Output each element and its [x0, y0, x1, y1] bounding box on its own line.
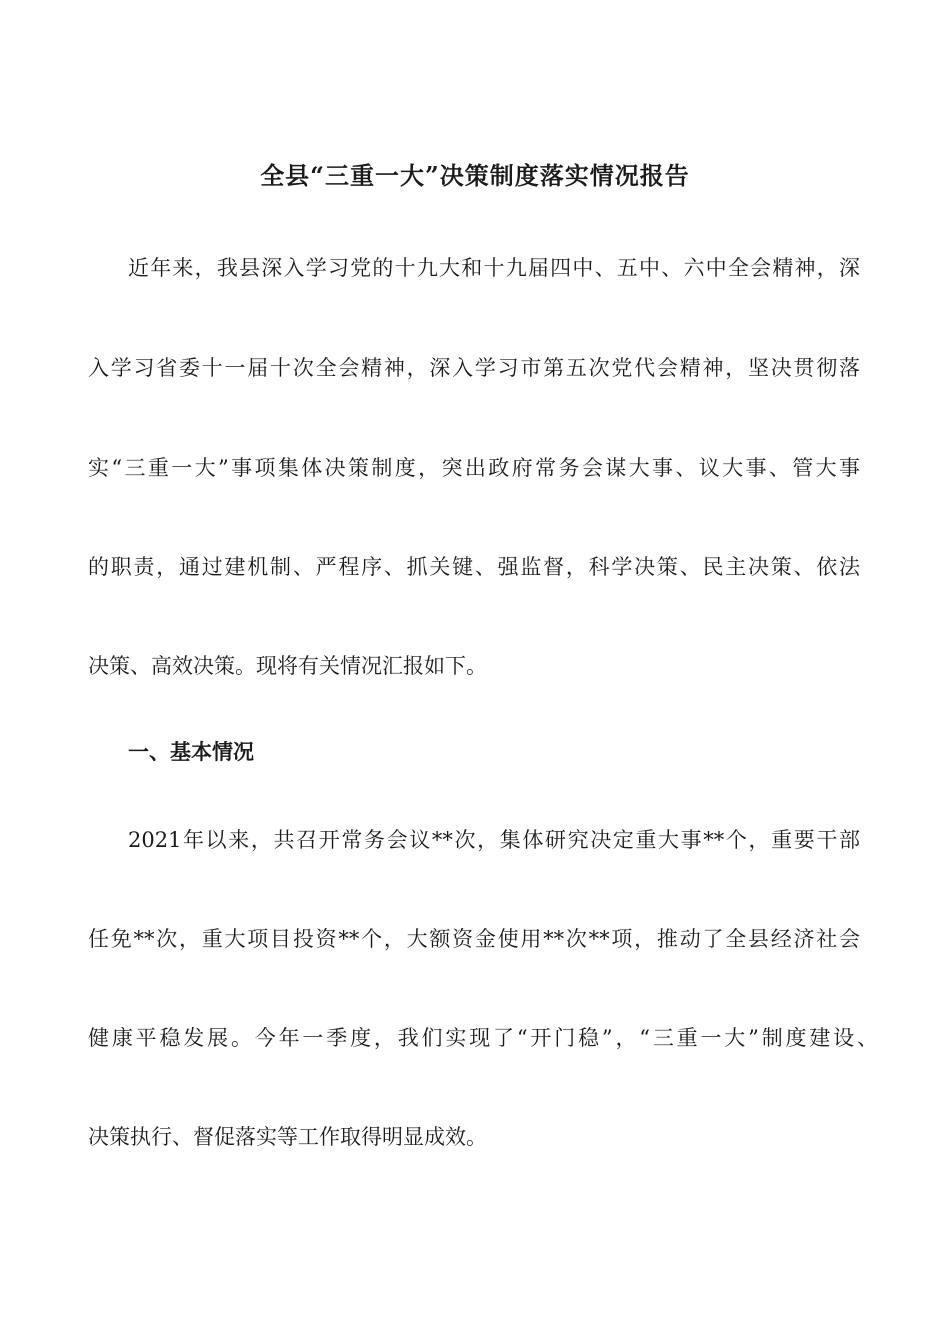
intro-line-5: 决策、高效决策。现将有关情况汇报如下。 — [88, 654, 487, 678]
section1-line-4: 决策执行、督促落实等工作取得明显成效。 — [88, 1125, 487, 1149]
intro-line-2: 入学习省委十一届十次全会精神，深入学习市第五次党代会精神，坚决贯彻落 — [88, 356, 860, 380]
section1-line-3: 健康平稳发展。今年一季度，我们实现了“开门稳”，“三重一大”制度建设、 — [88, 1026, 878, 1050]
section1-line-2: 任免**次，重大项目投资**个，大额资金使用**次**项，推动了全县经济社会 — [88, 927, 860, 951]
document-title: 全县“三重一大”决策制度落实情况报告 — [260, 161, 690, 190]
intro-line-3: 实“三重一大”事项集体决策制度，突出政府常务会谋大事、议大事、管大事 — [88, 456, 860, 480]
intro-line-1: 近年来，我县深入学习党的十九大和十九届四中、五中、六中全会精神，深 — [128, 256, 860, 280]
section-heading-basic: 一、基本情况 — [128, 739, 254, 764]
section1-line-1: 2021年以来，共召开常务会议**次，集体研究决定重大事**个，重要干部 — [128, 828, 860, 852]
intro-line-4: 的职责，通过建机制、严程序、抓关键、强监督，科学决策、民主决策、依法 — [88, 555, 860, 579]
